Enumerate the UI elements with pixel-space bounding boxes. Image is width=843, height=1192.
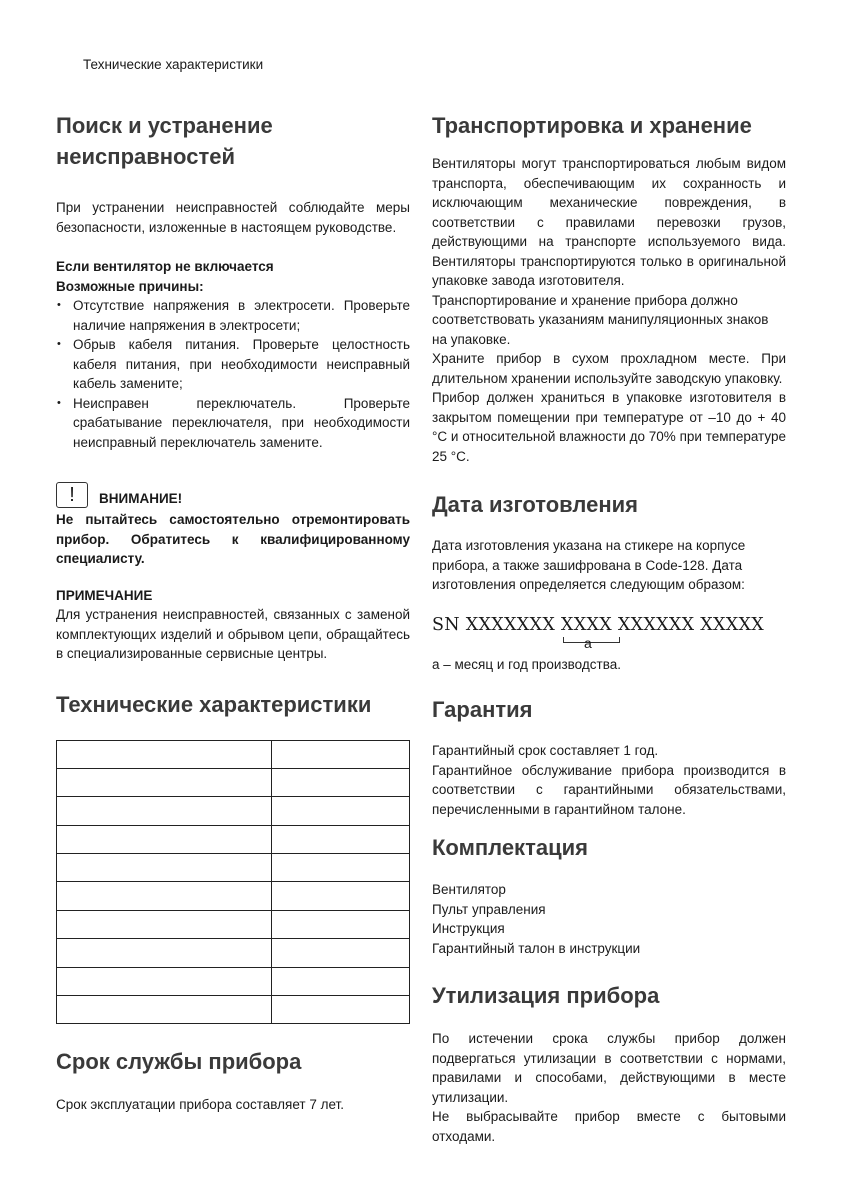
list-item: Гарантийный талон в инструкции: [432, 940, 641, 956]
lifetime-section: [56, 1046, 410, 1115]
table-row: [57, 797, 410, 825]
table-cell: [272, 910, 410, 938]
case-title: Если вентилятор не включается: [56, 259, 274, 274]
section-title-kit: Комплектация: [432, 835, 588, 860]
table-cell: [57, 939, 272, 967]
left-column: [56, 110, 410, 1115]
table-cell: [272, 854, 410, 882]
section-title-lifetime: Срок службы прибора: [56, 1049, 302, 1075]
list-item: Пульт управления: [432, 901, 546, 917]
section-title-disposal: Утилизация прибора: [432, 983, 660, 1008]
section-title-manufacture: Дата изготовления: [432, 492, 638, 517]
transport-paragraph-3: Храните прибор в сухом прохладном месте. При длительном хранении используйте заводскую упаковку.: [432, 351, 786, 386]
table-cell: [57, 910, 272, 938]
manufacture-legend: а – месяц и год производства.: [432, 656, 621, 672]
specs-section: [56, 689, 410, 1025]
causes-list: [56, 296, 410, 452]
title-line-2: неисправностей: [56, 144, 235, 169]
table-cell: [57, 740, 272, 768]
table-row: [57, 882, 410, 910]
table-cell: [272, 967, 410, 995]
table-row: [57, 825, 410, 853]
transport-paragraph-2: Транспортирование и хранение прибора должно соответствовать указаниям манипуляционных знаков на упаковке.: [432, 292, 769, 347]
table-cell: [57, 825, 272, 853]
title-line-1: Поиск и устранение: [56, 113, 273, 138]
warning-text: Не пытайтесь самостоятельно отремонтировать прибор. Обратитесь к квалифицированному специалисту.: [56, 512, 410, 566]
table-cell: [272, 996, 410, 1024]
table-cell: [272, 797, 410, 825]
list-item: • Неисправен переключатель. Проверьте срабатывание переключателя, при необходимости неисправный переключатель замените.: [56, 394, 410, 453]
note-block: [56, 586, 410, 664]
transport-paragraph-1: Вентиляторы могут транспортироваться любым видом транспорта, обеспечивающим их сохранность и исключающим механические повреждения, в соответствии с правилами перевозки грузов, действующими на транспорте используемого вида. Вентиляторы транспортируются только в оригинальной упаковке завода изготовителя.: [432, 156, 786, 288]
section-title-specs: Технические характеристики: [56, 691, 372, 717]
transport-paragraph-4: Прибор должен храниться в упаковке изготовителя в закрытом помещении при температуре от –10 до + 40 °С и относительной влажности до 70% при температуре 25 °С.: [432, 390, 786, 464]
table-cell: [57, 854, 272, 882]
warning-icon: !: [56, 482, 88, 508]
table-cell: [57, 967, 272, 995]
list-item: Инструкция: [432, 921, 505, 936]
serial-number: SN XXXXXXX XXXX XXXXXX XXXXX: [432, 614, 765, 635]
table-row: [57, 967, 410, 995]
table-row: [57, 910, 410, 938]
table-row: [57, 768, 410, 796]
section-title-transport: Транспортировка и хранение: [432, 113, 752, 138]
warning-label: ВНИМАНИЕ!: [99, 491, 183, 506]
transport-section: [432, 110, 786, 466]
table-cell: [57, 768, 272, 796]
table-cell: [272, 825, 410, 853]
table-row: [57, 740, 410, 768]
disposal-paragraph-2: Не выбрасывайте прибор вместе с бытовыми отходами.: [432, 1109, 786, 1144]
table-cell: [272, 768, 410, 796]
table-row: [57, 939, 410, 967]
running-header: Технические характеристики: [83, 57, 264, 72]
table-cell: [272, 882, 410, 910]
right-column: [432, 110, 786, 1146]
kit-section: [432, 832, 786, 958]
table-cell: [57, 996, 272, 1024]
manufacture-text: Дата изготовления указана на стикере на корпусе прибора, а также зашифрована в Code-128. Дата изготовления определяется следующим образом:: [432, 538, 746, 592]
note-label: ПРИМЕЧАНИЕ: [56, 587, 153, 603]
troubleshooting-section: [56, 110, 410, 452]
lifetime-text: Срок эксплуатации прибора составляет 7 лет.: [56, 1097, 344, 1113]
kit-list: [432, 880, 786, 958]
disposal-section: [432, 980, 786, 1146]
manufacture-section: [432, 489, 786, 674]
troubleshoot-intro: При устранении неисправностей соблюдайте меры безопасности, изложенные в настоящем руководстве.: [56, 200, 410, 235]
table-row: [57, 854, 410, 882]
list-item: Вентилятор: [432, 882, 506, 897]
warning-block: [56, 482, 410, 569]
section-title-warranty: Гарантия: [432, 697, 533, 722]
disposal-paragraph-1: По истечении срока службы прибор должен подвергаться утилизации в соответствии с нормами, правилами и способами, действующими в месте утилизации.: [432, 1031, 786, 1105]
note-text: Для устранения неисправностей, связанных с заменой комплектующих изделий и обрывом цепи, обращайтесь в специализированные сервисные центры.: [56, 607, 410, 661]
warranty-section: [432, 694, 786, 819]
section-title-troubleshooting: [56, 110, 410, 172]
list-item: • Отсутствие напряжения в электросети. Проверьте наличие напряжения в электросети;: [56, 296, 410, 335]
serial-format: [432, 615, 786, 655]
table-cell: [272, 939, 410, 967]
brace-label: а: [584, 634, 593, 651]
warranty-paragraph-2: Гарантийное обслуживание прибора производится в соответствии с гарантийными обязательствами, перечисленными в гарантийном талоне.: [432, 762, 786, 817]
table-cell: [57, 882, 272, 910]
specs-table: [56, 740, 410, 1025]
causes-title: Возможные причины:: [56, 278, 204, 294]
list-item: • Обрыв кабеля питания. Проверьте целостность кабеля питания, при необходимости неисправный кабель замените;: [56, 335, 410, 394]
table-cell: [57, 797, 272, 825]
table-row: [57, 996, 410, 1024]
warranty-paragraph-1: Гарантийный срок составляет 1 год.: [432, 743, 659, 758]
table-cell: [272, 740, 410, 768]
